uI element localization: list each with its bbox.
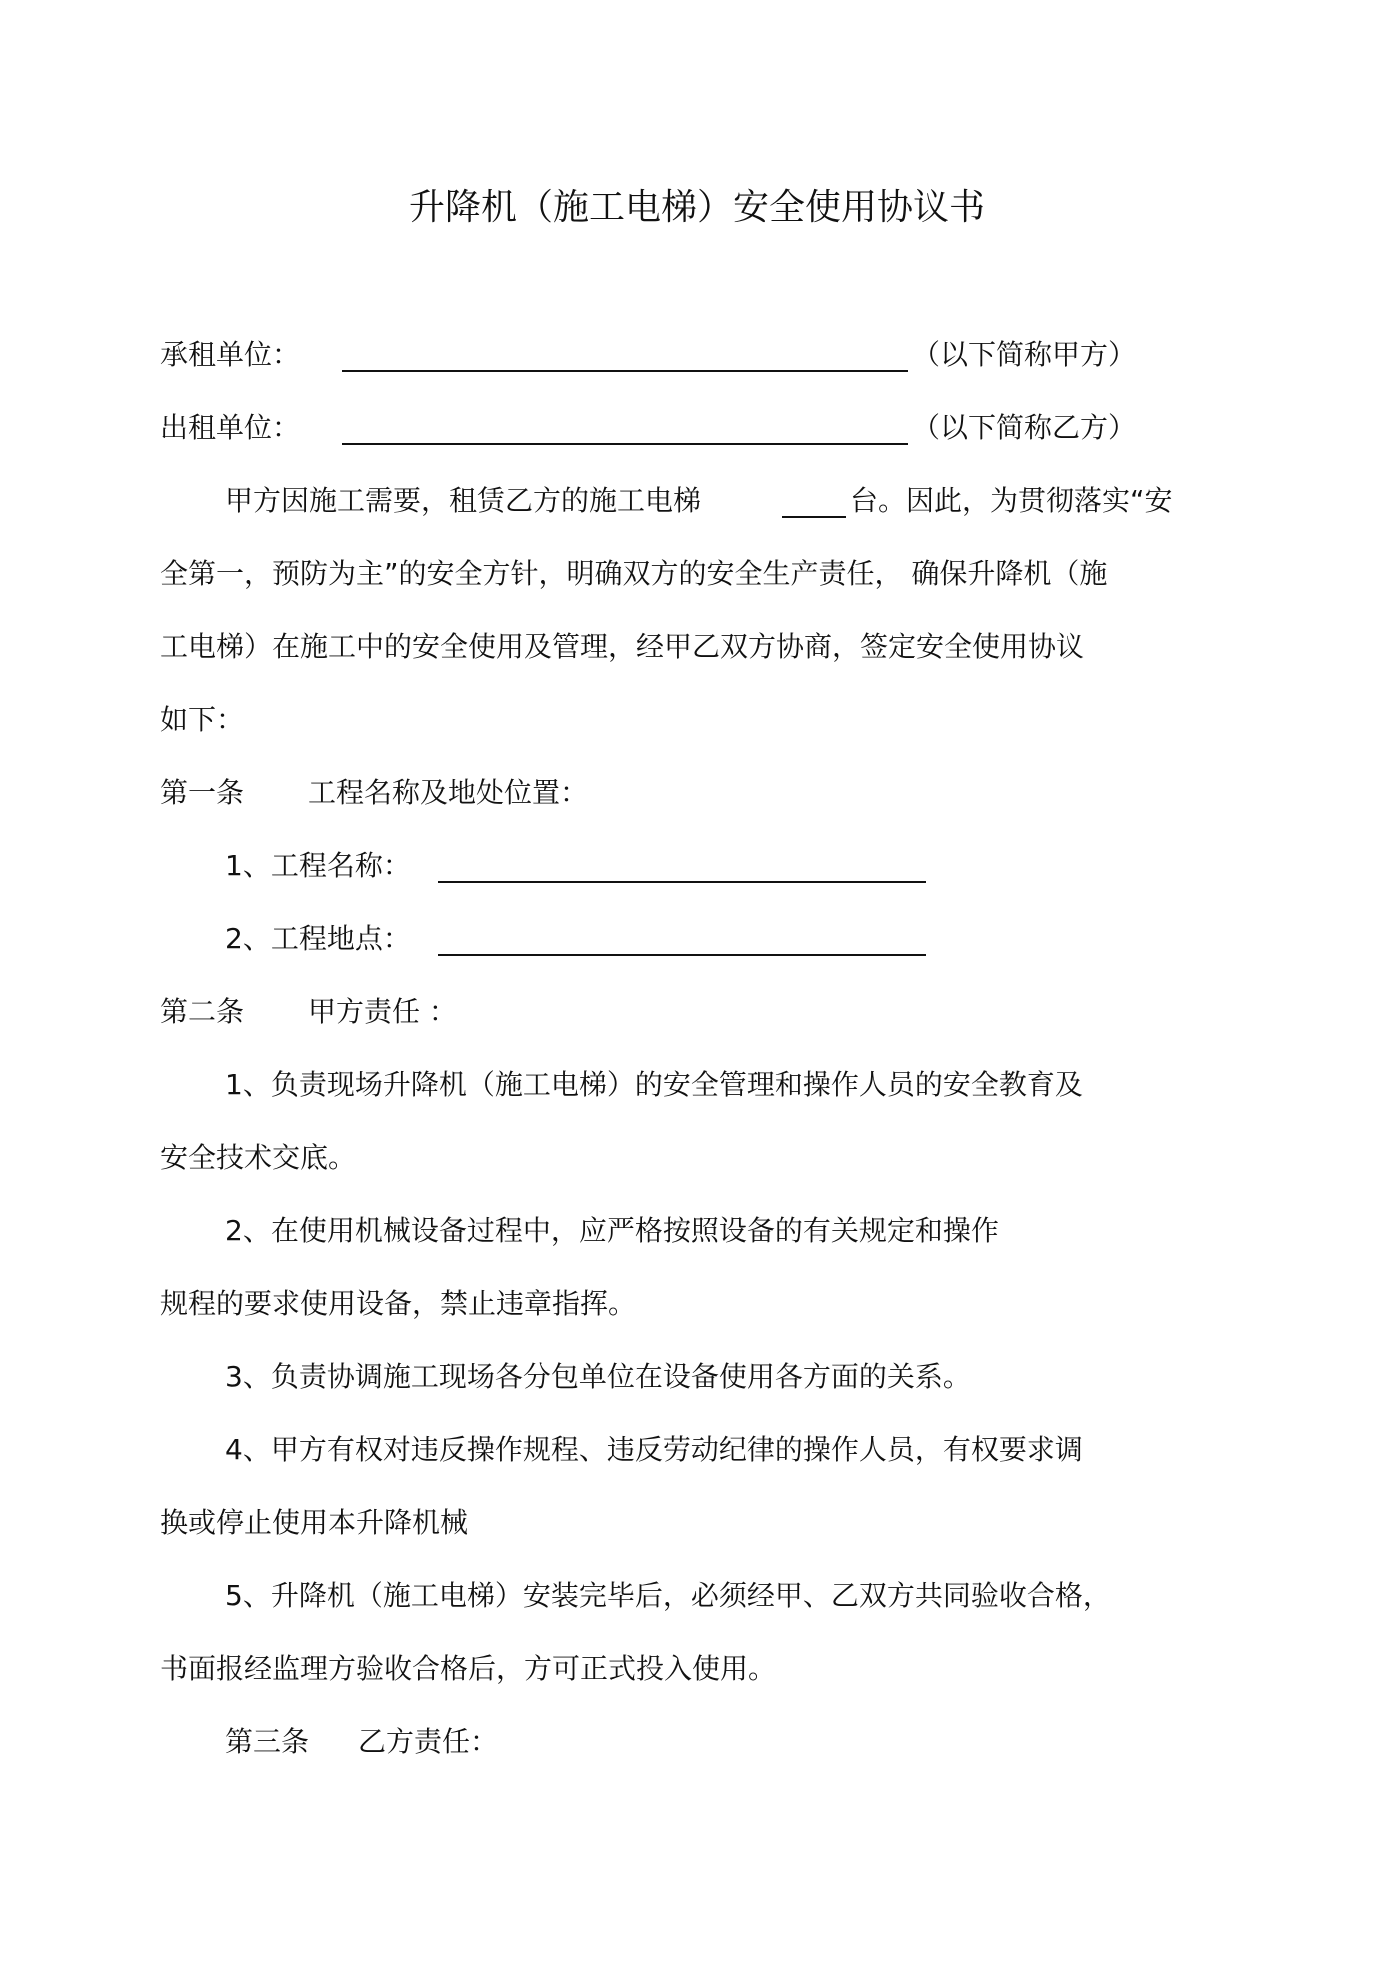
project-name-blank: [438, 881, 926, 883]
article-2-item-5-line-2: 书面报经监理方验收合格后，方可正式投入使用。: [160, 1652, 777, 1685]
article-2-item-1-line-1: 1、负责现场升降机（施工电梯）的安全管理和操作人员的安全教育及: [225, 1068, 1083, 1101]
article-2-heading: 甲方责任 ：: [308, 995, 457, 1028]
project-name-label: 1、工程名称：: [225, 849, 411, 882]
quantity-blank: [782, 516, 846, 518]
article-2-item-1-line-2: 安全技术交底。: [160, 1141, 357, 1174]
intro-line-1b: 台。因此，为贯彻落实“安: [850, 484, 1173, 517]
intro-line-4: 如下：: [160, 703, 245, 736]
article-3-heading: 乙方责任：: [358, 1725, 499, 1758]
lessee-suffix: （以下简称甲方）: [912, 338, 1137, 371]
article-2-item-2-line-1: 2、在使用机械设备过程中，应严格按照设备的有关规定和操作: [225, 1214, 999, 1247]
article-2-item-2-line-2: 规程的要求使用设备，禁止违章指挥。: [160, 1287, 637, 1320]
document-title: 升降机（施工电梯）安全使用协议书: [408, 187, 985, 228]
article-2-item-4-line-1: 4、甲方有权对违反操作规程、违反劳动纪律的操作人员，有权要求调: [225, 1433, 1083, 1466]
lessee-label: 承租单位：: [160, 338, 301, 371]
article-1-heading: 工程名称及地处位置：: [308, 776, 589, 809]
project-location-blank: [438, 954, 926, 956]
article-1-number: 第一条: [160, 776, 245, 809]
article-2-number: 第二条: [160, 995, 245, 1028]
lessor-suffix: （以下简称乙方）: [912, 411, 1137, 444]
article-2-item-5-line-1: 5、升降机（施工电梯）安装完毕后，必须经甲、乙双方共同验收合格，: [225, 1579, 1111, 1612]
lessee-name-blank: [342, 370, 908, 372]
intro-line-1a: 甲方因施工需要，租赁乙方的施工电梯: [225, 484, 702, 517]
lessor-name-blank: [342, 443, 908, 445]
intro-line-2: 全第一，预防为主”的安全方针，明确双方的安全生产责任， 确保升降机（施: [160, 557, 1108, 590]
project-location-label: 2、工程地点：: [225, 922, 411, 955]
article-3-number: 第三条: [225, 1725, 310, 1758]
lessor-label: 出租单位：: [160, 411, 301, 444]
article-2-item-4-line-2: 换或停止使用本升降机械: [160, 1506, 469, 1539]
intro-line-3: 工电梯）在施工中的安全使用及管理，经甲乙双方协商，签定安全使用协议: [160, 630, 1085, 663]
article-2-item-3: 3、负责协调施工现场各分包单位在设备使用各方面的关系。: [225, 1360, 971, 1393]
